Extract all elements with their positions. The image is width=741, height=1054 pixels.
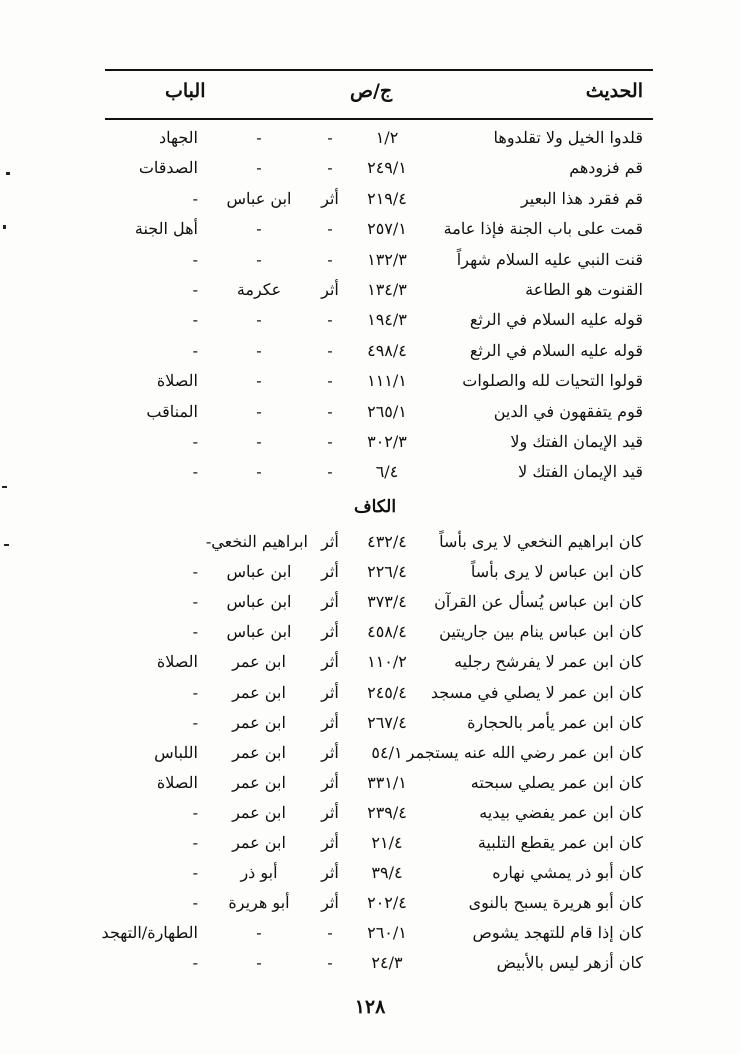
bab-chapter: - xyxy=(192,953,198,973)
entry-kind: أثر xyxy=(321,833,339,852)
entry-kind: - xyxy=(327,432,333,451)
volume-page-ref: ٣٩/٤ xyxy=(371,863,403,883)
bab-chapter: - xyxy=(192,833,198,852)
narrator: - xyxy=(256,340,262,360)
table-row xyxy=(0,622,741,652)
hadith-text: قمت على باب الجنة فإذا عامة xyxy=(443,219,643,239)
volume-page-ref: ٢٦٠/١ xyxy=(367,923,407,943)
bab-chapter: اللباس xyxy=(154,742,198,762)
narrator: - xyxy=(256,923,262,943)
hadith-text: كان ابن عمر يفضي بيديه xyxy=(479,802,643,822)
hadith-text: قم فزودهم xyxy=(569,158,643,178)
narrator: ابن عمر xyxy=(232,652,286,672)
hadith-text: كان أبو هريرة يسبح بالنوى xyxy=(468,893,643,913)
hadith-text: قوله عليه السلام في الرثع xyxy=(469,340,643,360)
hadith-text: كان ابن عباس لا يرى بأساً xyxy=(470,562,643,582)
bab-chapter: - xyxy=(192,863,198,883)
hadith-text: كان إذا قام للتهجد يشوص xyxy=(472,923,643,943)
entry-kind: - xyxy=(327,923,333,943)
bab-chapter: - xyxy=(192,462,198,482)
table-row xyxy=(0,773,741,803)
hadith-text: القنوت هو الطاعة xyxy=(525,280,643,299)
bab-chapter: - xyxy=(192,562,198,582)
volume-page-ref: ٣٠٢/٣ xyxy=(367,432,407,451)
hadith-text: قوله عليه السلام في الرثع xyxy=(469,310,643,330)
volume-page-ref: ٢٦٥/١ xyxy=(367,401,407,421)
bab-chapter: - xyxy=(192,280,198,299)
entry-kind: - xyxy=(327,371,333,391)
table-row xyxy=(0,652,741,682)
bab-chapter: الصدقات xyxy=(138,158,198,178)
entry-kind: أثر xyxy=(321,712,339,732)
narrator: عكرمة xyxy=(236,280,282,299)
volume-page-ref: ٢١/٤ xyxy=(371,833,403,852)
volume-page-ref: ٢١٩/٤ xyxy=(367,188,407,208)
hadith-text: قوم يتفقهون في الدين xyxy=(493,401,643,421)
volume-page-ref: ٢٢٦/٤ xyxy=(367,562,407,582)
table-row xyxy=(0,402,741,432)
volume-page-ref: ١٣٢/٣ xyxy=(367,249,407,269)
hadith-text: قيد الإيمان الفتك لا xyxy=(518,462,643,482)
volume-page-ref: ٣٧٣/٤ xyxy=(367,592,407,612)
bab-chapter: - xyxy=(192,249,198,269)
entry-kind: - xyxy=(327,249,333,269)
table-row xyxy=(0,893,741,923)
hadith-text: كان ابن عمر لا يصلي في مسجد xyxy=(430,682,643,702)
volume-page-ref: ١٩٤/٣ xyxy=(367,310,407,330)
bab-chapter: الجهاد xyxy=(158,128,198,147)
narrator: ابن عمر xyxy=(232,802,286,822)
table-row xyxy=(0,128,741,158)
bab-chapter: - xyxy=(192,592,198,612)
table-row xyxy=(0,280,741,310)
bab-chapter: الصلاة xyxy=(156,772,198,792)
volume-page-ref: ٢٠٢/٤ xyxy=(367,893,407,913)
hadith-text: كان ابن عباس ينام بين جاريتين xyxy=(439,622,643,642)
narrator: ابن عمر xyxy=(232,682,286,702)
bab-chapter: - xyxy=(192,432,198,451)
bab-chapter: الطهارة/التهجد xyxy=(101,923,198,943)
volume-page-ref: ٤٥٨/٤ xyxy=(367,622,407,642)
bab-chapter: - xyxy=(192,802,198,822)
hadith-text: كان أزهر ليس بالأبيض xyxy=(496,953,643,973)
entry-kind: - xyxy=(327,401,333,421)
table-row xyxy=(0,713,741,743)
margin-speck xyxy=(6,172,10,175)
narrator: - xyxy=(256,462,262,482)
narrator: - xyxy=(256,128,262,147)
narrator: أبو هريرة xyxy=(228,893,290,913)
header-top-rule xyxy=(105,69,653,71)
bab-chapter: - xyxy=(192,893,198,913)
volume-page-ref: ١١١/١ xyxy=(367,371,407,391)
narrator: ابراهيم النخعي- xyxy=(205,532,308,551)
entry-kind: أثر xyxy=(321,652,339,672)
volume-page-ref: ١/٢ xyxy=(375,128,399,147)
bab-chapter: - xyxy=(192,188,198,208)
volume-page-ref: ٥٤/١ xyxy=(371,742,403,762)
volume-page-ref: ٢٥٧/١ xyxy=(367,219,407,239)
hadith-text: قولوا التحيات لله والصلوات xyxy=(462,371,643,391)
table-row xyxy=(0,532,741,562)
volume-page-ref: ٢٣٩/٤ xyxy=(367,802,407,822)
bab-chapter: المناقب xyxy=(146,401,198,421)
bab-chapter: - xyxy=(192,340,198,360)
entry-kind: - xyxy=(327,128,333,147)
narrator: ابن عباس xyxy=(226,622,292,642)
hadith-text: كان ابن عمر يقطع التلبية xyxy=(477,833,643,852)
volume-page-ref: ٣٣١/١ xyxy=(367,772,407,792)
header-bottom-rule xyxy=(105,118,653,120)
narrator: ابن عباس xyxy=(226,592,292,612)
table-row xyxy=(0,250,741,280)
entry-kind: أثر xyxy=(321,863,339,883)
table-row xyxy=(0,219,741,249)
bab-chapter: الصلاة xyxy=(156,371,198,391)
entry-kind: أثر xyxy=(321,802,339,822)
narrator: ابن عمر xyxy=(232,772,286,792)
hadith-text: كان ابن عمر يصلي سبحته xyxy=(470,772,643,792)
narrator: أبو ذر xyxy=(240,863,278,883)
narrator: - xyxy=(256,158,262,178)
volume-page-ref: ٢٤٩/١ xyxy=(367,158,407,178)
volume-page-ref: ١٣٤/٣ xyxy=(367,280,407,299)
narrator: - xyxy=(256,249,262,269)
entry-kind: أثر xyxy=(321,532,339,551)
volume-page-ref: ١١٠/٢ xyxy=(367,652,407,672)
hadith-text: قيد الإيمان الفتك ولا xyxy=(510,432,643,451)
bab-chapter: الصلاة xyxy=(156,652,198,672)
narrator: - xyxy=(256,432,262,451)
table-row xyxy=(0,432,741,462)
table-row xyxy=(0,953,741,983)
header-hadith: الحديث xyxy=(585,80,643,102)
header-volume-page: ج/ص xyxy=(350,80,393,102)
narrator: ابن عباس xyxy=(226,188,292,208)
entry-kind: - xyxy=(327,310,333,330)
table-row xyxy=(0,923,741,953)
section-title: الكاف xyxy=(353,497,397,517)
entry-kind: - xyxy=(327,219,333,239)
table-row xyxy=(0,743,741,773)
narrator: - xyxy=(256,953,262,973)
narrator: - xyxy=(256,310,262,330)
entry-kind: أثر xyxy=(321,280,339,299)
table-row xyxy=(0,683,741,713)
bab-chapter: - xyxy=(192,622,198,642)
hadith-text: قنت النبي عليه السلام شهراً xyxy=(456,249,643,269)
table-row xyxy=(0,833,741,863)
narrator: - xyxy=(256,219,262,239)
volume-page-ref: ٢٦٧/٤ xyxy=(367,712,407,732)
table-row xyxy=(0,803,741,833)
volume-page-ref: ٢٤٥/٤ xyxy=(367,682,407,702)
table-row xyxy=(0,562,741,592)
hadith-text: كان ابن عباس يُسأل عن القرآن xyxy=(434,592,643,612)
table-row xyxy=(0,310,741,340)
hadith-text: كان أبو ذر يمشي نهاره xyxy=(492,863,643,883)
table-row xyxy=(0,158,741,188)
narrator: - xyxy=(256,371,262,391)
entry-kind: - xyxy=(327,462,333,482)
table-row xyxy=(0,371,741,401)
hadith-text: كان ابراهيم النخعي لا يرى بأساً xyxy=(439,532,643,551)
volume-page-ref: ٦/٤ xyxy=(375,462,399,482)
entry-kind: أثر xyxy=(321,682,339,702)
hadith-text: قلدوا الخيل ولا تقلدوها xyxy=(493,128,643,147)
narrator: ابن عمر xyxy=(232,712,286,732)
bab-chapter: أهل الجنة xyxy=(134,219,198,239)
hadith-text: كان ابن عمر لا يفرشح رجليه xyxy=(454,652,643,672)
entry-kind: - xyxy=(327,158,333,178)
table-row xyxy=(0,462,741,492)
header-bab: الباب xyxy=(165,80,206,102)
entry-kind: أثر xyxy=(321,592,339,612)
entry-kind: أثر xyxy=(321,772,339,792)
entry-kind: أثر xyxy=(321,742,339,762)
entry-kind: - xyxy=(327,953,333,973)
bab-chapter: - xyxy=(192,712,198,732)
table-row xyxy=(0,592,741,622)
page-number: ١٢٨ xyxy=(354,996,386,1018)
hadith-text: قم فقرد هذا البعير xyxy=(520,188,643,208)
narrator: - xyxy=(256,401,262,421)
bab-chapter: - xyxy=(192,682,198,702)
entry-kind: أثر xyxy=(321,893,339,913)
margin-speck xyxy=(3,225,6,229)
volume-page-ref: ٤٣٢/٤ xyxy=(367,532,407,551)
narrator: ابن عمر xyxy=(232,833,286,852)
entry-kind: أثر xyxy=(321,188,339,208)
hadith-text: كان ابن عمر رضي الله عنه يستجمر xyxy=(406,742,643,762)
bab-chapter: - xyxy=(192,310,198,330)
entry-kind: - xyxy=(327,340,333,360)
entry-kind: أثر xyxy=(321,622,339,642)
table-row xyxy=(0,341,741,371)
narrator: ابن عمر xyxy=(232,742,286,762)
entry-kind: أثر xyxy=(321,562,339,582)
hadith-text: كان ابن عمر يأمر بالحجارة xyxy=(467,712,643,732)
margin-speck xyxy=(2,486,7,488)
table-row xyxy=(0,863,741,893)
volume-page-ref: ٢٤/٣ xyxy=(371,953,403,973)
volume-page-ref: ٤٩٨/٤ xyxy=(367,340,407,360)
margin-speck xyxy=(4,544,9,546)
table-row xyxy=(0,189,741,219)
narrator: ابن عباس xyxy=(226,562,292,582)
